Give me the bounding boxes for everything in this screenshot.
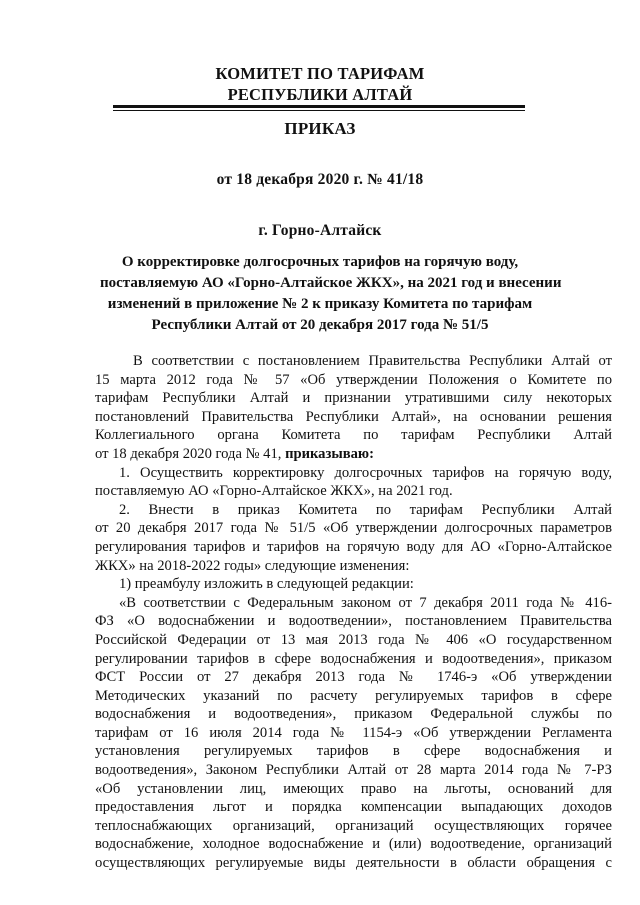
body-line: осуществляющих регулируемые виды деятельности в области обращения с [95, 855, 612, 872]
body-line-text: от 18 декабря 2020 года № 41, [95, 445, 282, 462]
body-line: регулировании тарифов в сфере водоснабжения и водоотведения», приказом [95, 650, 612, 667]
body-line: водоснабжение, холодное водоснабжение и (или) водоотведение, организаций [95, 836, 612, 853]
document-type: ПРИКАЗ [284, 119, 356, 138]
body-line: предоставления льгот и порядка компенсации выпадающих доходов [95, 799, 612, 816]
body-line: теплоснабжающих организаций, организаций осуществляющих горячее [95, 817, 612, 834]
body-line: тарифам Республики Алтай и признании утратившими силу некоторых [95, 390, 612, 407]
body-line: установления регулируемых тарифов в сфере водоснабжения и [95, 743, 612, 760]
body-line: 1) преамбулу изложить в следующей редакции: [119, 576, 414, 593]
title-line: О корректировке долгосрочных тарифов на горячую воду, [121, 254, 519, 270]
body-line: 15 марта 2012 года № 57 «Об утверждении Положения о Комитете по [95, 371, 612, 388]
document-body [95, 352, 612, 873]
document-date-number: от 18 декабря 2020 г. № 41/18 [216, 171, 424, 188]
body-line: от 20 декабря 2017 года № 51/5 «Об утверждении долгосрочных параметров [95, 520, 612, 537]
title-line: Республики Алтай от 20 декабря 2017 года № 51/5 [151, 317, 489, 333]
header-rule-thick [113, 105, 525, 108]
body-line: водоотведения», Законом Республики Алтай от 28 марта 2014 года № 7-РЗ [95, 762, 612, 779]
body-line: «В соответствии с Федеральным законом от 7 декабря 2011 года № 416- [119, 594, 612, 611]
document-title [100, 252, 562, 336]
body-line: регулирования тарифов и тарифов на горячую воду для АО «Горно-Алтайское [95, 538, 612, 555]
org-name-line2: РЕСПУБЛИКИ АЛТАЙ [227, 85, 413, 104]
body-line: «Об установлении лиц, имеющих право на льготы, оснований для [95, 780, 612, 797]
body-line-with-bold [95, 445, 612, 464]
title-line: поставляемую АО «Горно-Алтайское ЖКХ», на 2021 год и внесении [100, 275, 562, 291]
body-line: Методических указаний по расчету регулируемых тарифов в сфере [95, 687, 612, 704]
body-line: Коллегиального органа Комитета по тарифам Республики Алтай [95, 427, 612, 444]
title-line: изменений в приложение № 2 к приказу Комитета по тарифам [107, 296, 533, 312]
body-line: ФСТ России от 27 декабря 2013 года № 1746-э «Об утверждении [95, 669, 612, 686]
body-line: Российской Федерации от 13 мая 2013 года № 406 «О государственном [95, 631, 612, 648]
header-rule-thin [113, 110, 525, 111]
body-line: В соответствии с постановлением Правительства Республики Алтай от [133, 353, 612, 369]
body-line: 2. Внести в приказ Комитета по тарифам Республики Алтай [119, 501, 612, 518]
body-line: постановлений Правительства Республики Алтай», на основании решения [95, 408, 612, 425]
body-line: тарифам от 16 июля 2014 года № 1154-э «Об утверждении Регламента [95, 724, 612, 741]
body-line: ЖКХ» на 2018-2022 годы» следующие изменения: [95, 557, 410, 574]
body-line: поставляемую АО «Горно-Алтайское ЖКХ», на 2021 год. [95, 483, 453, 500]
body-line: ФЗ «О водоснабжении и водоотведении», постановлением Правительства [95, 613, 612, 630]
document-city: г. Горно-Алтайск [258, 222, 382, 239]
body-line: 1. Осуществить корректировку долгосрочных тарифов на горячую воду, [119, 464, 612, 481]
org-name-line1: КОМИТЕТ ПО ТАРИФАМ [215, 64, 425, 83]
bold-order-word: приказываю: [285, 445, 374, 462]
body-line: водоснабжения и водоотведения», приказом Федеральной службы по [95, 706, 612, 723]
